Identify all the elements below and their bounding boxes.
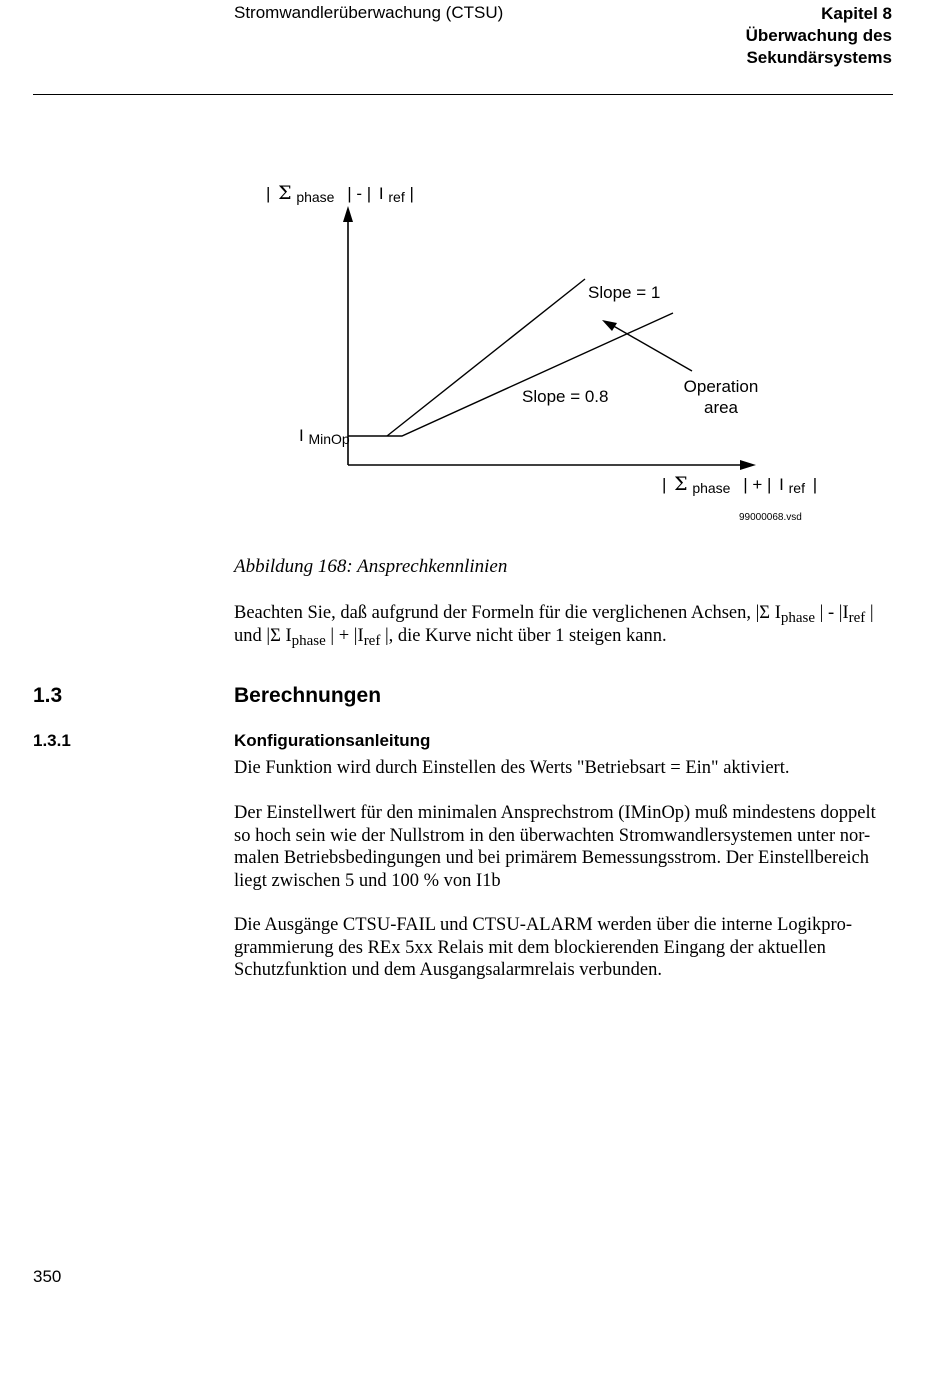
y-axis-arrowhead xyxy=(343,206,353,222)
body-paragraph-3: Die Ausgänge CTSU-FAIL und CTSU-ALARM werden über die interne Logikpro- grammierung des REx 5xx Relais mit dem blockierenden Eingang der aktuellen Schutzfunktion und dem Ausgangsalarmrelais verbunden. xyxy=(234,915,853,980)
operation-area-label-line1: Operation xyxy=(683,377,759,396)
subsection-number: 1.3.1 xyxy=(33,731,71,750)
x-axis-arrowhead xyxy=(740,460,756,470)
chapter-label: Kapitel 8 xyxy=(821,4,892,23)
section-title: Berechnungen xyxy=(234,684,382,707)
x-axis-label: | Σ phase | + | I ref | xyxy=(662,473,818,496)
figure-caption: Abbildung 168: Ansprechkennlinien xyxy=(234,556,508,577)
subsection-title: Konfigurationsanleitung xyxy=(234,731,431,750)
y-axis-label: | Σ phase | - | I ref | xyxy=(266,182,414,205)
body-paragraph-1: Die Funktion wird durch Einstellen des Werts "Betriebsart = Ein" aktiviert. xyxy=(234,758,790,778)
slope-1-characteristic xyxy=(387,279,585,436)
slope-08-label: Slope = 0.8 xyxy=(522,387,609,406)
iminop-label: I MinOp xyxy=(299,426,350,447)
operation-area-label-line2: area xyxy=(703,398,739,417)
slope-1-label: Slope = 1 xyxy=(588,283,661,302)
page-number: 350 xyxy=(33,1267,62,1286)
running-header-left: Stromwandlerüberwachung (CTSU) xyxy=(234,3,504,22)
body-paragraph-2: Der Einstellwert für den minimalen Ansprechstrom (IMinOp) muß mindestens doppelt so hoch sein wie der Nullstrom in den überwachten Stromwandlersystemen unter nor- malen Betriebsbedingungen und bei primärem Bemessungsstrom. Der Einstellbereich liegt zwischen 5 und 100 % von I1b xyxy=(234,803,876,891)
note-paragraph: Beachten Sie, daß aufgrund der Formeln für die verglichenen Achsen, |Σ $I_{phase}$ | - $|I_{ref}$ | und |Σ $I_{phase}$ | + $|I_{ref}$ |, die Kurve nicht über 1 steigen kann. xyxy=(234,603,874,649)
figure-file-id: 99000068.vsd xyxy=(739,512,802,523)
chapter-title-line1: Überwachung des xyxy=(745,26,892,45)
operation-area-pointer xyxy=(610,324,692,371)
chapter-title-line2: Sekundärsystems xyxy=(746,48,892,67)
operation-area-arrowhead xyxy=(602,320,617,331)
characteristic-diagram xyxy=(0,0,950,540)
section-number: 1.3 xyxy=(33,684,63,707)
